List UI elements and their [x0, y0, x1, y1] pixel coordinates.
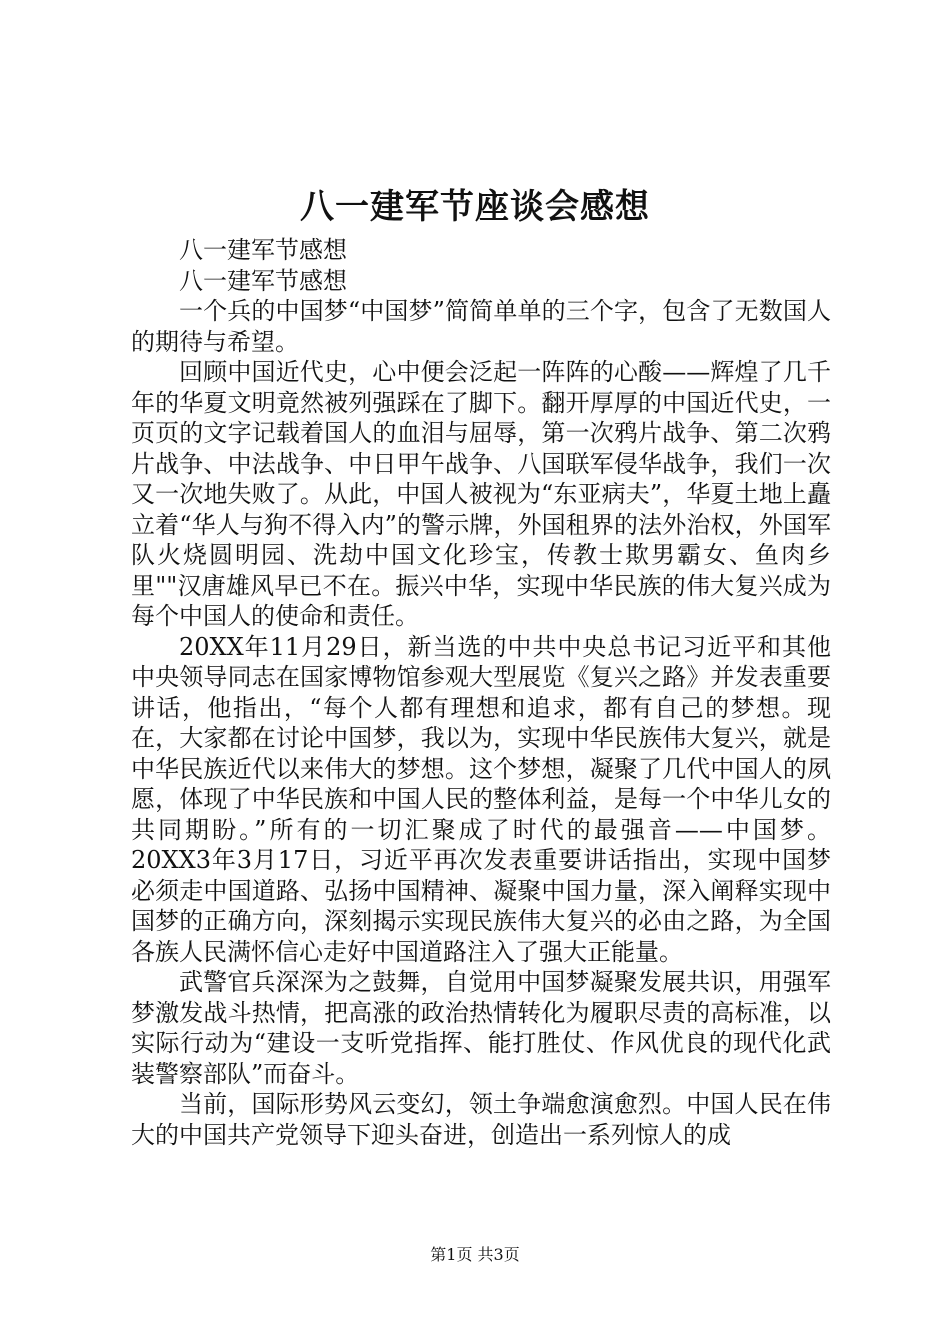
paragraph: 一个兵的中国梦“中国梦”简简单单的三个字，包含了无数国人的期待与希望。: [131, 297, 831, 356]
paragraph: 八一建军节感想: [179, 236, 347, 264]
paragraph: 回顾中国近代史，心中便会泛起一阵阵的心酸——辉煌了几千年的华夏文明竟然被列强踩在了脚下。翻开厚厚的中国近代史，一页页的文字记载着国人的血泪与屈辱，第一次鸦片战争、第二次鸦片战争、中法战争、中日甲午战争、八国联军侵华战争，我们一次又一次地失败了。从此，中国人被视为“东亚病夫”，华夏土地上矗立着“华人与狗不得入内”的警示牌，外国租界的法外治权，外国军队火烧圆明园、洗劫中国文化珍宝，传教士欺男霸女、鱼肉乡里""汉唐雄风早已不在。振兴中华，实现中华民族的伟大复兴成为每个中国人的使命和责任。: [131, 358, 831, 630]
paragraph: 20XX年11月29日，新当选的中共中央总书记习近平和其他中央领导同志在国家博物馆参观大型展览《复兴之路》并发表重要讲话，他指出，“每个人都有理想和追求，都有自己的梦想。现在，大家都在讨论中国梦，我以为，实现中华民族伟大复兴，就是中华民族近代以来伟大的梦想。这个梦想，凝聚了几代中国人的夙愿，体现了中华民族和中国人民的整体利益，是每一个中华儿女的共同期盼。”所有的一切汇聚成了时代的最强音——中国梦。20XX3年3月17日，习近平再次发表重要讲话指出，实现中国梦必须走中国道路、弘扬中国精神、凝聚中国力量，深入阐释实现中国梦的正确方向，深刻揭示实现民族伟大复兴的必由之路，为全国各族人民满怀信心走好中国道路注入了强大正能量。: [131, 632, 831, 966]
page-footer: 第1页 共3页: [430, 1245, 520, 1264]
paragraph: 武警官兵深深为之鼓舞，自觉用中国梦凝聚发展共识，用强军梦激发战斗热情，把高涨的政治热情转化为履职尽责的高标准，以实际行动为“建设一支听党指挥、能打胜仗、作风优良的现代化武装警察部队”而奋斗。: [131, 968, 831, 1088]
document-title: 八一建军节座谈会感想: [300, 187, 650, 227]
paragraph: 八一建军节感想: [179, 266, 347, 295]
paragraph: 当前，国际形势风云变幻，领土争端愈演愈烈。中国人民在伟大的中国共产党领导下迎头奋进，创造出一系列惊人的成: [131, 1090, 831, 1149]
document-body: [131, 235, 831, 1150]
